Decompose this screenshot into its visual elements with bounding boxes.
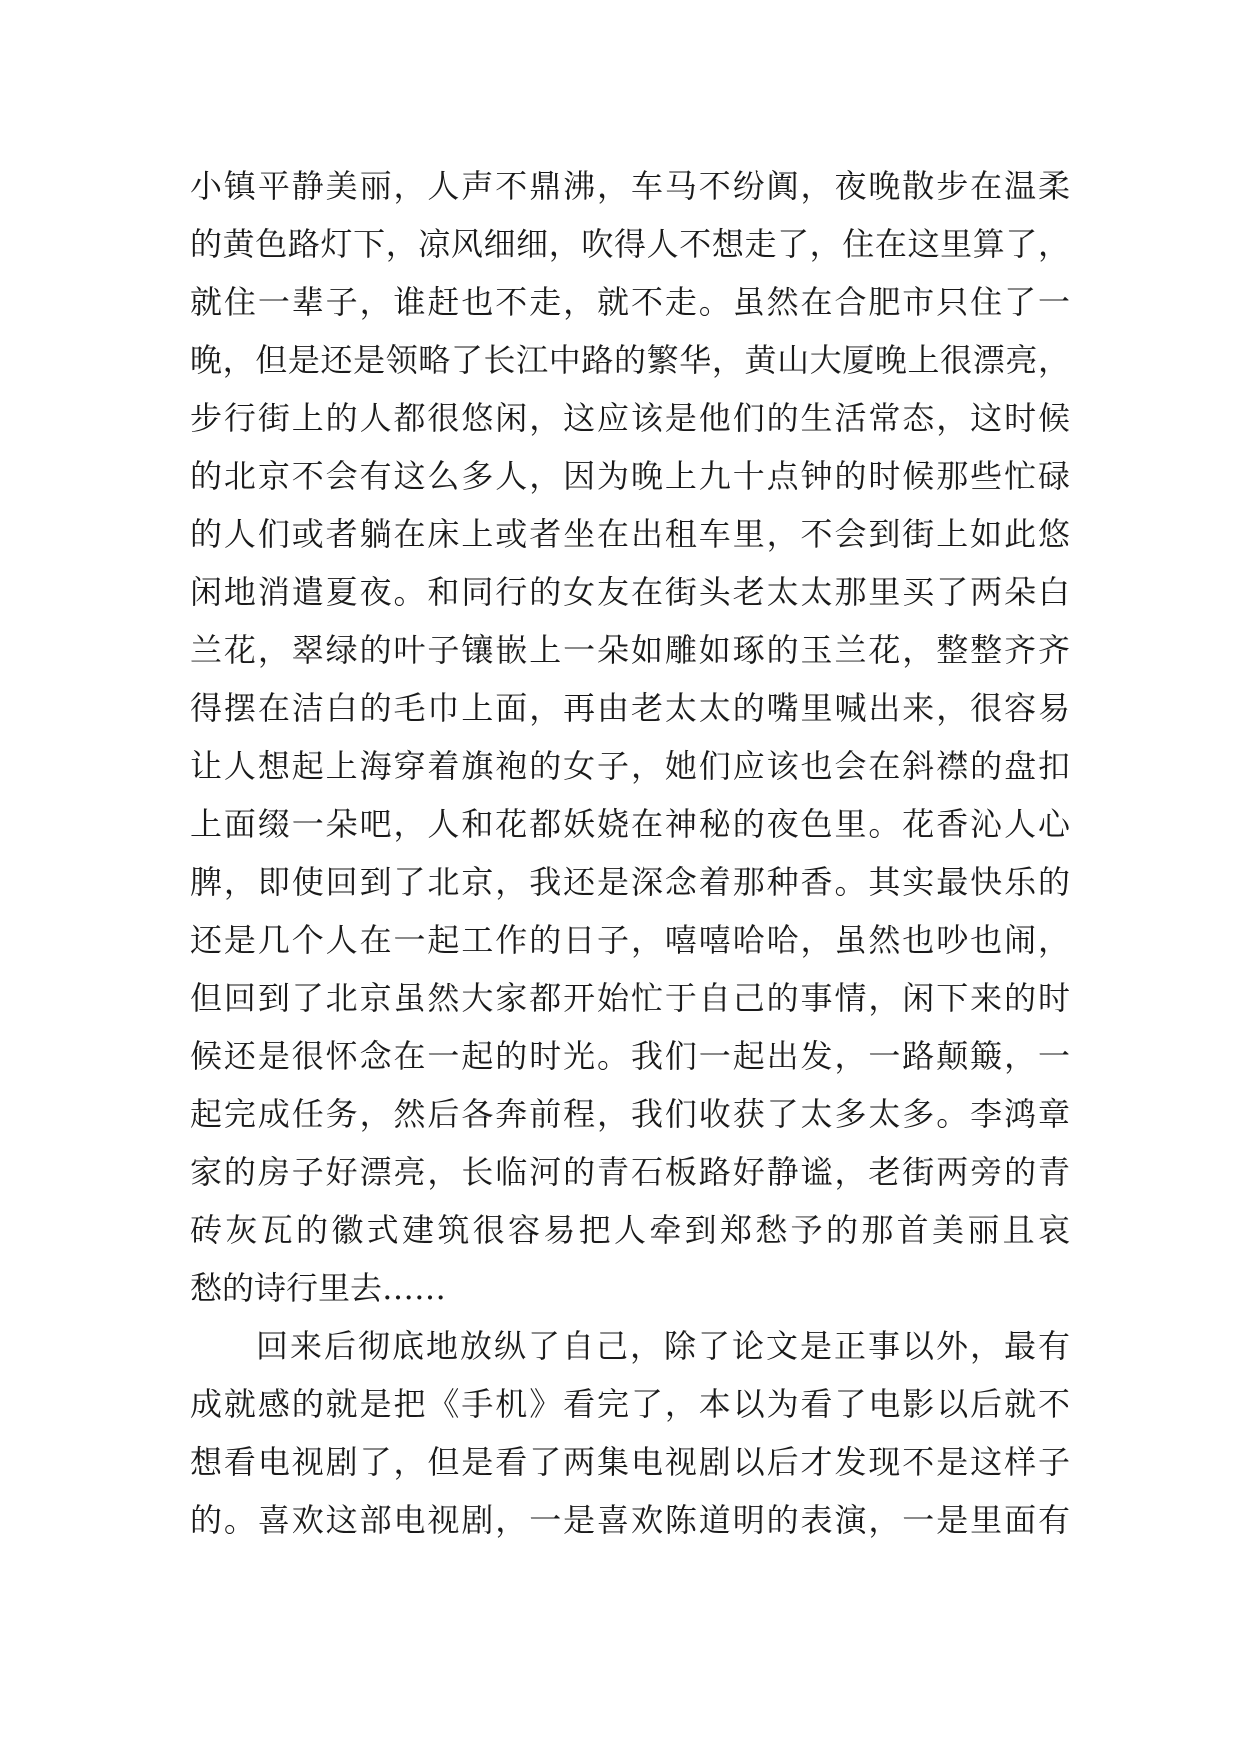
paragraph-2 bbox=[190, 1317, 1070, 1549]
text-line: 成就感的就是把《手机》看完了，本以为看了电影以后就不 bbox=[190, 1385, 1070, 1423]
text-line: 步行街上的人都很悠闲，这应该是他们的生活常态，这时候 bbox=[190, 399, 1070, 437]
text-line: 闲地消遣夏夜。和同行的女友在街头老太太那里买了两朵白 bbox=[190, 573, 1070, 611]
paragraph-1 bbox=[190, 157, 1070, 1317]
text-line: 砖灰瓦的徽式建筑很容易把人牵到郑愁予的那首美丽且哀 bbox=[190, 1211, 1070, 1249]
text-line: 回来后彻底地放纵了自己，除了论文是正事以外，最有 bbox=[256, 1327, 1070, 1365]
text-line: 的北京不会有这么多人，因为晚上九十点钟的时候那些忙碌 bbox=[190, 457, 1070, 495]
text-line: 的人们或者躺在床上或者坐在出租车里，不会到街上如此悠 bbox=[190, 515, 1070, 553]
text-line: 得摆在洁白的毛巾上面，再由老太太的嘴里喊出来，很容易 bbox=[190, 689, 1070, 727]
text-line: 兰花，翠绿的叶子镶嵌上一朵如雕如琢的玉兰花，整整齐齐 bbox=[190, 631, 1070, 669]
text-line: 晚，但是还是领略了长江中路的繁华，黄山大厦晚上很漂亮， bbox=[190, 341, 1070, 379]
text-line: 但回到了北京虽然大家都开始忙于自己的事情，闲下来的时 bbox=[190, 979, 1070, 1017]
text-line: 家的房子好漂亮，长临河的青石板路好静谧，老街两旁的青 bbox=[190, 1153, 1070, 1191]
text-line: 让人想起上海穿着旗袍的女子，她们应该也会在斜襟的盘扣 bbox=[190, 747, 1070, 785]
text-line: 脾，即使回到了北京，我还是深念着那种香。其实最快乐的 bbox=[190, 863, 1070, 901]
text-line: 的黄色路灯下，凉风细细，吹得人不想走了，住在这里算了， bbox=[190, 225, 1070, 263]
text-line: 就住一辈子，谁赶也不走，就不走。虽然在合肥市只住了一 bbox=[190, 283, 1070, 321]
text-line: 的。喜欢这部电视剧，一是喜欢陈道明的表演，一是里面有 bbox=[190, 1501, 1070, 1539]
text-line: 上面缀一朵吧，人和花都妖娆在神秘的夜色里。花香沁人心 bbox=[190, 805, 1070, 843]
text-line: 候还是很怀念在一起的时光。我们一起出发，一路颠簸，一 bbox=[190, 1037, 1070, 1075]
body-text bbox=[190, 157, 1070, 1549]
text-line: 小镇平静美丽，人声不鼎沸，车马不纷阗，夜晚散步在温柔 bbox=[190, 167, 1070, 205]
text-line: 想看电视剧了，但是看了两集电视剧以后才发现不是这样子 bbox=[190, 1443, 1070, 1481]
text-line: 愁的诗行里去…… bbox=[190, 1269, 447, 1307]
text-line: 还是几个人在一起工作的日子，嘻嘻哈哈，虽然也吵也闹， bbox=[190, 921, 1070, 959]
text-line: 起完成任务，然后各奔前程，我们收获了太多太多。李鸿章 bbox=[190, 1095, 1070, 1133]
